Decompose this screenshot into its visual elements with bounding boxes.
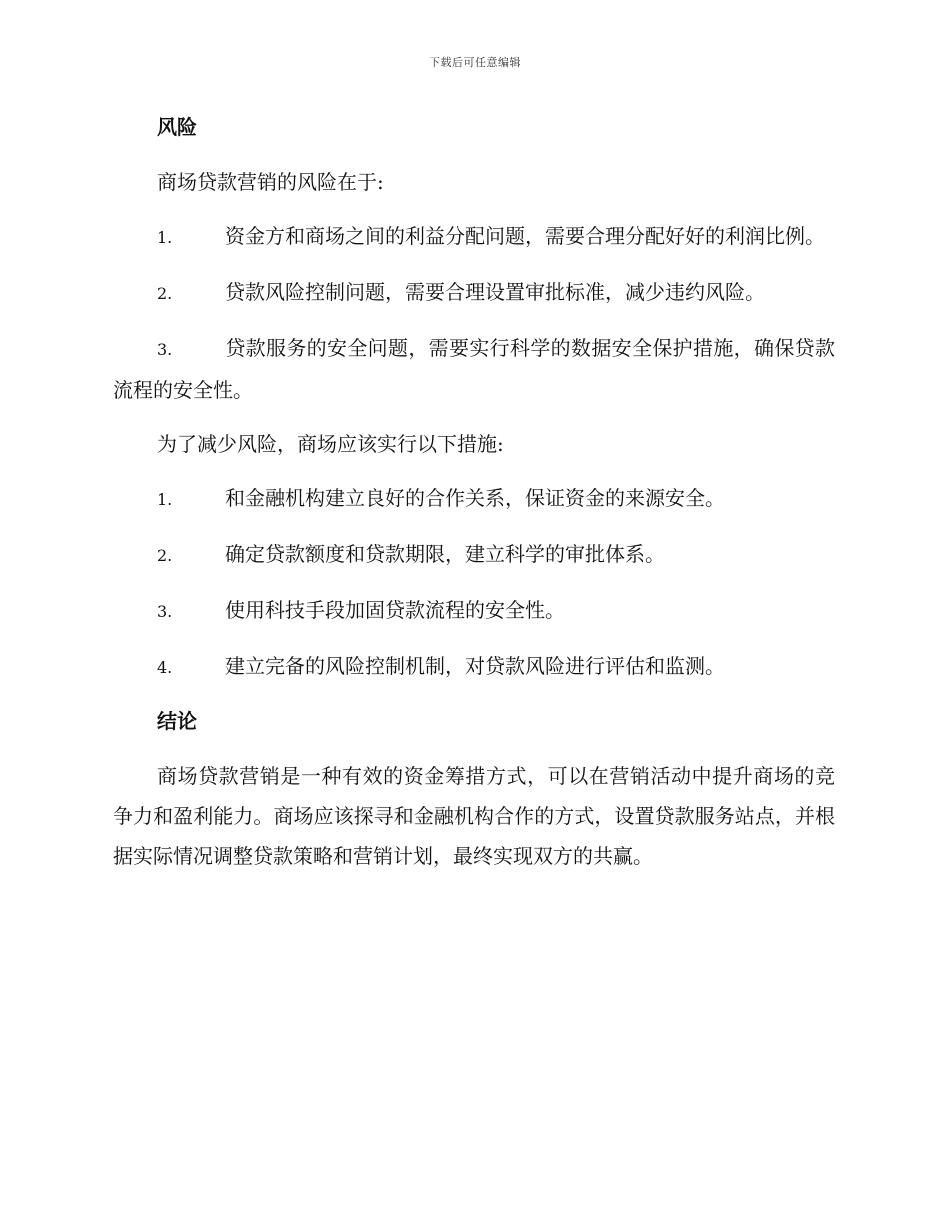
list-item-number: 2. — [157, 284, 173, 303]
list-item — [113, 534, 835, 576]
list-item-number: 3. — [157, 602, 173, 621]
list-item-text: 和金融机构建立良好的合作关系，保证资金的来源安全。 — [225, 486, 725, 510]
measures-intro: 为了减少风险，商场应该实行以下措施: — [157, 432, 504, 456]
conclusion-heading: 结论 — [157, 709, 197, 733]
document-body — [113, 108, 835, 890]
list-item-text: 贷款服务的安全问题，需要实行科学的数据安全保护措施，确保贷款流程的安全性。 — [113, 336, 835, 402]
list-item — [113, 590, 835, 632]
list-item-text: 贷款风险控制问题，需要合理设置审批标准，减少违约风险。 — [225, 280, 765, 304]
list-item — [113, 478, 835, 520]
list-item-number: 4. — [157, 658, 173, 677]
list-item — [113, 272, 835, 314]
page-header: 下载后可任意编辑 — [429, 56, 521, 69]
list-item — [113, 328, 835, 410]
risk-intro: 商场贷款营销的风险在于: — [157, 170, 384, 194]
list-item-number: 1. — [157, 228, 173, 247]
list-item-number: 3. — [157, 340, 173, 359]
list-item-text: 建立完备的风险控制机制，对贷款风险进行评估和监测。 — [225, 654, 725, 678]
conclusion-text: 商场贷款营销是一种有效的资金筹措方式，可以在营销活动中提升商场的竞争力和盈利能力。商场应该探寻和金融机构合作的方式，设置贷款服务站点，并根据实际情况调整贷款策略和营销计划，最终实现双方的共赢。 — [113, 764, 835, 868]
list-item-text: 确定贷款额度和贷款期限，建立科学的审批体系。 — [225, 542, 665, 566]
list-item — [113, 646, 835, 688]
list-item-text: 资金方和商场之间的利益分配问题，需要合理分配好好的利润比例。 — [225, 224, 825, 248]
list-item-text: 使用科技手段加固贷款流程的安全性。 — [225, 598, 565, 622]
risk-heading: 风险 — [157, 115, 197, 139]
list-item — [113, 216, 835, 258]
list-item-number: 1. — [157, 490, 173, 509]
list-item-number: 2. — [157, 546, 173, 565]
